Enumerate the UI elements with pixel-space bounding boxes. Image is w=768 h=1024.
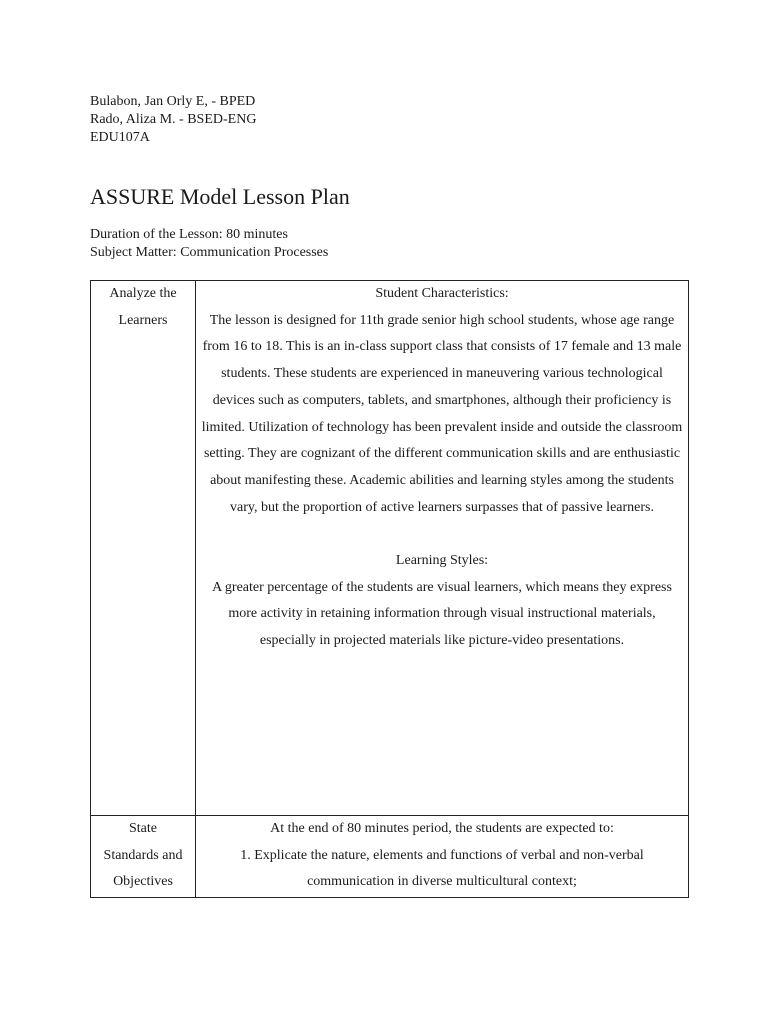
author-line-2: Rado, Aliza M. - BSED-ENG (90, 112, 257, 127)
learning-styles-heading: Learning Styles: (395, 553, 489, 569)
author-line-1: Bulabon, Jan Orly E, - BPED (90, 94, 256, 109)
state-label-line-1: State (129, 821, 157, 836)
table-row-analyze (91, 281, 689, 816)
lesson-duration: Duration of the Lesson: 80 minutes (90, 227, 288, 242)
analyze-label-line-1: Analyze the (109, 286, 177, 301)
subject-matter: Subject Matter: Communication Processes (90, 245, 329, 260)
lesson-meta (90, 226, 328, 262)
content-cell-state (196, 816, 689, 898)
class-code: EDU107A (90, 130, 150, 145)
objectives-intro: At the end of 80 minutes period, the students are expected to: (270, 821, 614, 836)
learning-styles-text: A greater percentage of the students are visual learners, which means they express more activity in retaining information through visual instructional materials, especially in projected materials like picture-video presentations. (212, 579, 672, 649)
student-characteristics-heading: Student Characteristics: (375, 286, 509, 301)
analyze-label-line-2: Learners (118, 312, 168, 328)
content-cell-analyze (196, 281, 689, 816)
state-label-line-2: Standards and (103, 847, 183, 863)
label-cell-analyze (91, 281, 196, 816)
paragraph-gap (200, 521, 684, 548)
lesson-plan-table (90, 280, 689, 898)
document-title: ASSURE Model Lesson Plan (90, 184, 350, 209)
table-row-state (91, 816, 689, 898)
student-characteristics-text: The lesson is designed for 11th grade senior high school students, whose age range from 16 to 18. This is an in-class support class that consists of 17 female and 13 male students. These students are experienced in maneuvering various technological devices such as computers, tablets, and smartphones, although their proficiency is limited. Utilization of technology has been prevalent inside and outside the classroom setting. They are cognizant of the different communication skills and are enthusiastic about manifesting these. Academic abilities and learning styles among the students vary, but the proportion of active learners surpasses that of passive learners. (201, 312, 683, 515)
objective-item-1: 1. Explicate the nature, elements and functions of verbal and non-verbal communication in diverse multicultural context; (240, 847, 644, 890)
state-label-line-3: Objectives (113, 874, 173, 890)
label-cell-state (91, 816, 196, 898)
author-block (90, 93, 256, 147)
